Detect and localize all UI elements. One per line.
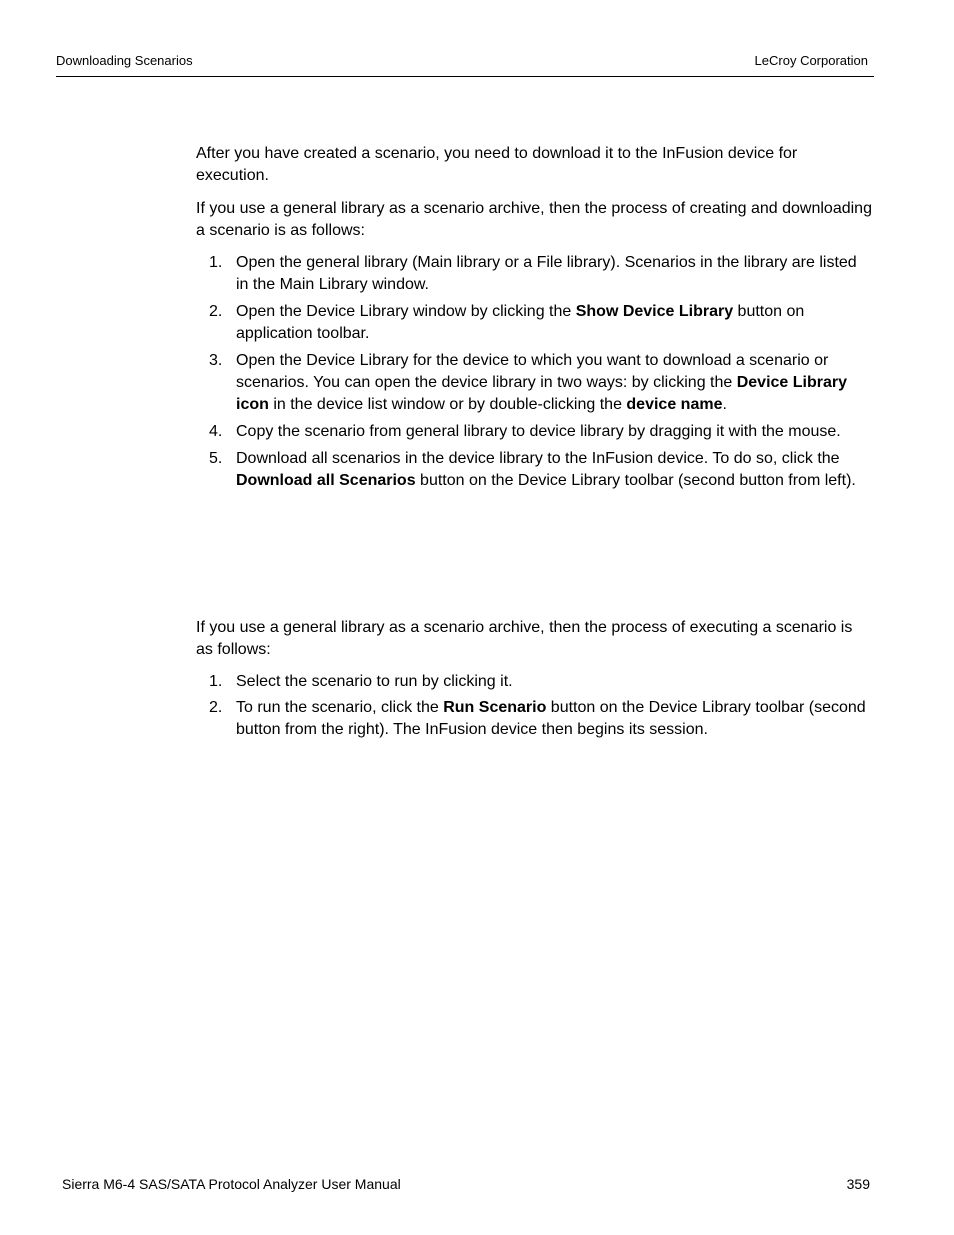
list-item — [196, 448, 872, 492]
step-bold-term: Device Library icon — [236, 374, 847, 413]
execute-process-paragraph: If you use a general library as a scenario archive, then the process of executing a scenario is as follows: — [196, 619, 853, 658]
step-number: 1. — [209, 254, 223, 271]
step-number: 1. — [209, 673, 223, 690]
step-bold-term: Show Device Library — [575, 303, 734, 320]
step-bold-term: Download all Scenarios — [236, 472, 416, 489]
download-section — [196, 143, 872, 492]
step-text: Copy the scenario from general library to device library by dragging it with the mouse. — [236, 423, 841, 440]
page-footer — [62, 1176, 870, 1196]
step-text: button on application toolbar. — [236, 303, 805, 342]
step-number: 2. — [209, 699, 223, 716]
step-number: 3. — [209, 352, 223, 369]
step-text: in the device list window or by double-clicking the — [268, 396, 627, 413]
step-text: Download all scenarios in the device library to the InFusion device. To do so, click the — [236, 450, 840, 467]
download-intro-paragraph: After you have created a scenario, you need to download it to the InFusion device for execution. — [196, 145, 798, 184]
step-number: 2. — [209, 303, 223, 320]
header-section-title: Downloading Scenarios — [56, 53, 193, 68]
download-steps-list — [196, 252, 872, 492]
step-bold-term: Run Scenario — [443, 699, 547, 716]
step-text: Open the Device Library window by clicking the — [236, 303, 576, 320]
list-item — [196, 671, 872, 693]
list-item — [196, 697, 872, 741]
step-text: button on the Device Library toolbar (second button from the right). The InFusion device then begins its session. — [236, 699, 866, 738]
step-text: Open the general library (Main library or a File library). Scenarios in the library are listed in the Main Library window. — [236, 254, 857, 293]
page-header — [56, 52, 874, 77]
page-number: 359 — [846, 1176, 870, 1192]
list-item — [196, 421, 872, 443]
list-item — [196, 252, 872, 296]
list-item — [196, 350, 872, 416]
step-text: To run the scenario, click the — [236, 699, 444, 716]
step-bold-term: device name — [626, 396, 723, 413]
header-company: LeCroy Corporation — [754, 53, 868, 68]
footer-manual-title: Sierra M6-4 SAS/SATA Protocol Analyzer User Manual — [62, 1176, 401, 1192]
list-item — [196, 301, 872, 345]
execute-section — [196, 617, 872, 741]
step-text: Select the scenario to run by clicking it. — [236, 673, 513, 690]
step-text: button on the Device Library toolbar (second button from left). — [415, 472, 856, 489]
execute-steps-list — [196, 671, 872, 741]
step-text: Open the Device Library for the device to which you want to download a scenario or scenarios. You can open the device library in two ways: by clicking the — [236, 352, 829, 391]
step-text: . — [722, 396, 727, 413]
download-process-paragraph: If you use a general library as a scenario archive, then the process of creating and downloading a scenario is as follows: — [196, 200, 872, 239]
step-number: 5. — [209, 450, 223, 467]
step-number: 4. — [209, 423, 223, 440]
